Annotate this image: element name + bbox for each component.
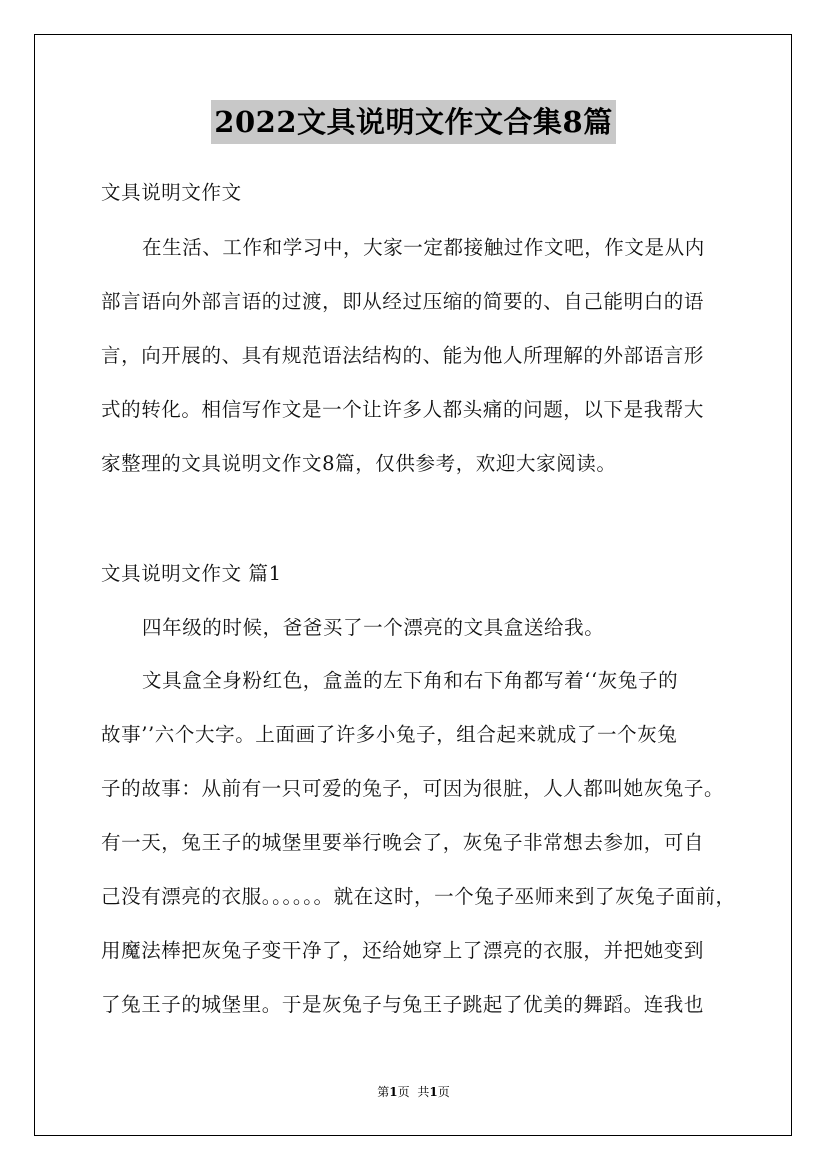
intro-line-2: 部言语向外部言语的过渡，即从经过压缩的简要的、自己能明白的语 xyxy=(101,290,705,313)
footer-page-unit: 页 xyxy=(397,1085,410,1099)
article-line-8: 了兔王子的城堡里。于是灰兔子与兔王子跳起了优美的舞蹈。连我也 xyxy=(101,993,705,1016)
intro-line-5: 家整理的文具说明文作文8篇，仅供参考，欢迎大家阅读。 xyxy=(101,452,617,475)
document-title-text: 2022文具说明文作文合集8篇 xyxy=(211,100,615,144)
article-line-7: 用魔法棒把灰兔子变干净了，还给她穿上了漂亮的衣服，并把她变到 xyxy=(101,939,705,962)
article-line-6: 己没有漂亮的衣服。。。。。。就在这时，一个兔子巫师来到了灰兔子面前， xyxy=(101,885,736,908)
article-line-5: 有一天，兔王子的城堡里要举行晚会了，灰兔子非常想去参加，可自 xyxy=(101,831,705,854)
intro-line-4: 式的转化。相信写作文是一个让许多人都头痛的问题，以下是我帮大 xyxy=(101,398,705,421)
intro-line-3: 言，向开展的、具有规范语法结构的、能为他人所理解的外部语言形 xyxy=(101,344,705,367)
intro-line-1: 在生活、工作和学习中，大家一定都接触过作文吧，作文是从内 xyxy=(142,236,705,259)
footer-total-prefix: 共 xyxy=(417,1085,430,1099)
article-line-1: 四年级的时候，爸爸买了一个漂亮的文具盒送给我。 xyxy=(142,616,605,639)
footer-page-prefix: 第 xyxy=(377,1085,390,1099)
article-line-2: 文具盒全身粉红色，盒盖的左下角和右下角都写着‘‘灰兔子的 xyxy=(142,669,679,692)
intro-heading: 文具说明文作文 xyxy=(101,181,242,204)
footer-total-number: 1 xyxy=(429,1085,438,1099)
footer-total-unit: 页 xyxy=(437,1085,450,1099)
page-footer xyxy=(0,1083,827,1101)
document-title xyxy=(0,100,827,144)
article-heading: 文具说明文作文 篇1 xyxy=(101,562,282,585)
footer-page-number: 1 xyxy=(389,1085,398,1099)
article-line-4: 子的故事：从前有一只可爱的兔子，可因为很脏，人人都叫她灰兔子。 xyxy=(101,777,725,800)
article-line-3: 故事’’六个大字。上面画了许多小兔子，组合起来就成了一个灰兔 xyxy=(101,723,678,746)
